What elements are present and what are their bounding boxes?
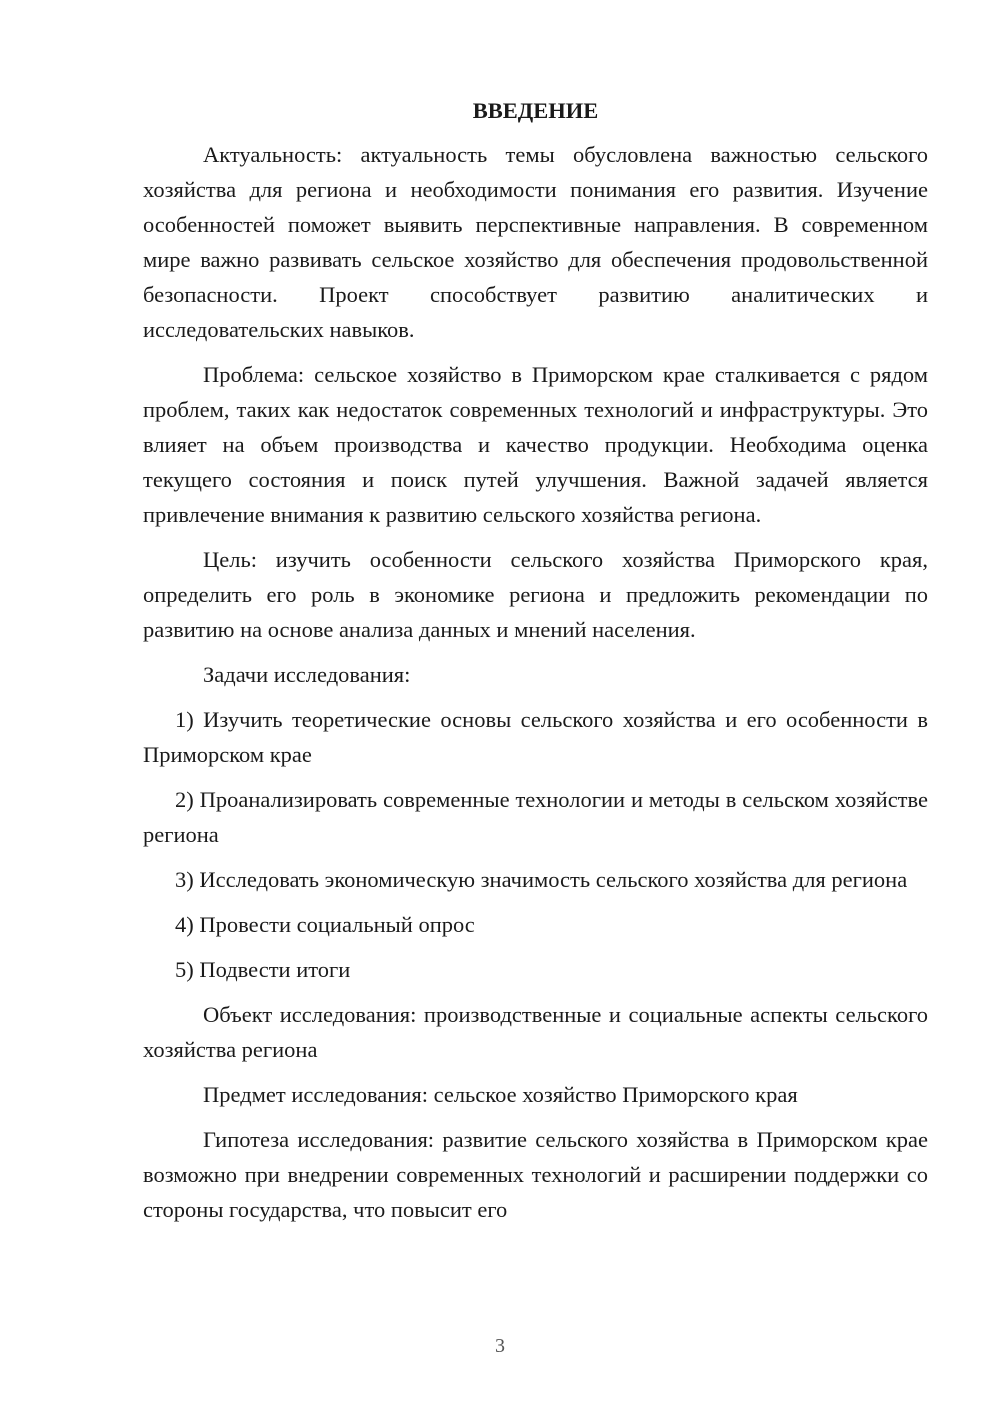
tasks-heading: Задачи исследования: (203, 662, 411, 687)
task-item: 2) Проанализировать современные технологии и методы в сельском хозяйстве региона (143, 787, 928, 847)
task-item: 4) Провести социальный опрос (175, 912, 475, 937)
relevance-paragraph: Актуальность: актуальность темы обусловлена важностью сельского хозяйства для региона и необходимости понимания его развития. Изучение особенностей поможет выявить перспективные направления. В современном мире важно развивать сельское хозяйство для обеспечения продовольственной безопасности. Проект способствует развитию аналитических и исследовательских навыков. (143, 142, 928, 342)
problem-paragraph: Проблема: сельское хозяйство в Приморском крае сталкивается с рядом проблем, таких как недостаток современных технологий и инфраструктуры. Это влияет на объем производства и качество продукции. Необходима оценка текущего состояния и поиск путей улучшения. Важной задачей является привлечение внимания к развитию сельского хозяйства региона. (143, 362, 928, 527)
subject-paragraph: Предмет исследования: сельское хозяйство Приморского края (203, 1082, 798, 1107)
section-title: ВВЕДЕНИЕ (472, 98, 599, 123)
hypothesis-paragraph: Гипотеза исследования: развитие сельского хозяйства в Приморском крае возможно при внедрении современных технологий и расширении поддержки со стороны государства, что повысит его (143, 1127, 928, 1222)
task-item: 3) Исследовать экономическую значимость сельского хозяйства для региона (175, 867, 908, 892)
goal-paragraph: Цель: изучить особенности сельского хозяйства Приморского края, определить его роль в экономике региона и предложить рекомендации по развитию на основе анализа данных и мнений населения. (143, 547, 928, 642)
object-paragraph: Объект исследования: производственные и социальные аспекты сельского хозяйства региона (143, 1002, 928, 1062)
page-number: 3 (495, 1335, 505, 1357)
task-item: 5) Подвести итоги (175, 957, 351, 982)
task-item: 1) Изучить теоретические основы сельского хозяйства и его особенности в Приморском крае (143, 707, 928, 767)
page-content (143, 93, 928, 1227)
